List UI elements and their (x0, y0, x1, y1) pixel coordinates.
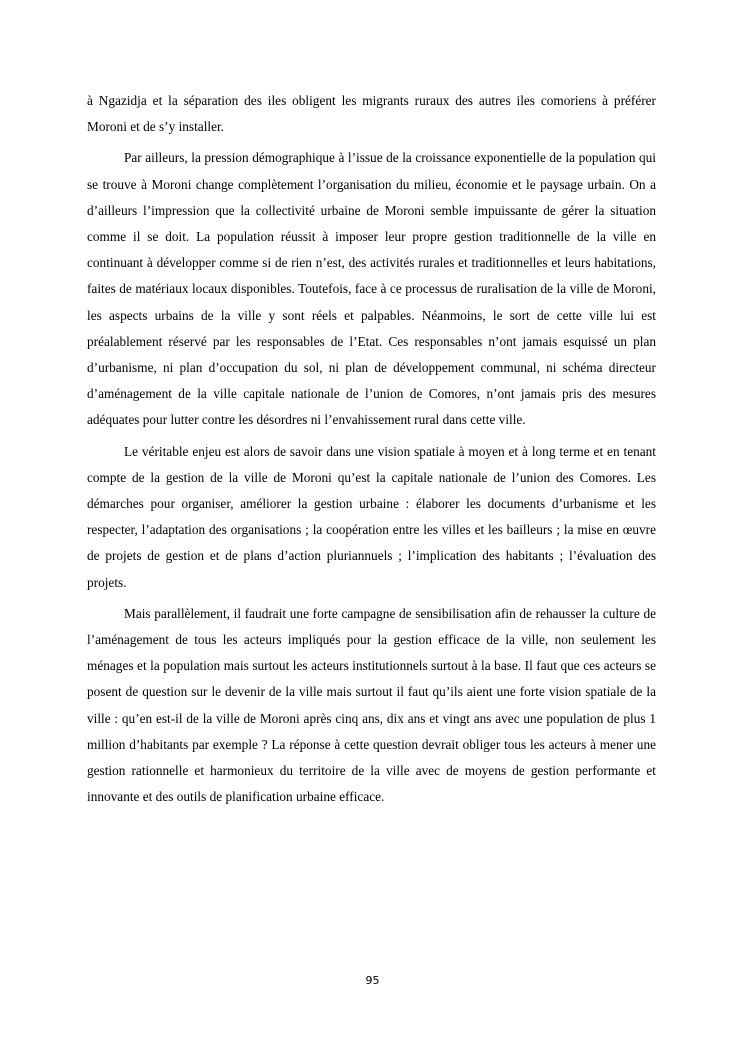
paragraph-continuation: à Ngazidja et la séparation des iles obligent les migrants ruraux des autres iles comoriens à préférer Moroni et de s’y installer. (87, 93, 656, 135)
paragraph-awareness-campaign: Mais parallèlement, il faudrait une forte campagne de sensibilisation afin de rehausser la culture de l’aménagement de tous les acteurs impliqués pour la gestion efficace de la ville, non seulement les ménages et la population mais surtout les acteurs institutionnels surtout à la base. Il faut que ces acteurs se posent de question sur le devenir de la ville mais surtout il faut qu’ils aient une forte vision spatiale de la ville : qu’en est-il de la ville de Moroni après cinq ans, dix ans et vingt ans avec une population de plus 1 million d’habitants par exemple ? La réponse à cette question devrait obliger tous les acteurs à mener une gestion rationnelle et harmonieux du territoire de la ville avec de moyens de gestion performante et innovante et des outils de planification urbaine efficace. (87, 605, 656, 805)
page-number: 95 (365, 974, 380, 987)
paragraph-real-challenge: Le véritable enjeu est alors de savoir dans une vision spatiale à moyen et à long terme et en tenant compte de la gestion de la ville de Moroni qu’est la capitale nationale de l’union des Comores. Les démarches pour organiser, améliorer la gestion urbaine : élaborer les documents d’urbanisme et les respecter, l’adaptation des organisations ; la coopération entre les villes et les bailleurs ; la mise en œuvre de projets de gestion et de plans d’action pluriannuels ; l’implication des habitants ; l’évaluation des projets. (87, 443, 656, 590)
text-body (87, 88, 656, 815)
paragraph-demographic-pressure: Par ailleurs, la pression démographique à l’issue de la croissance exponentielle de la population qui se trouve à Moroni change complètement l’organisation du milieu, économie et le paysage urbain. On a d’ailleurs l’impression que la collectivité urbaine de Moroni semble impuissante de gérer la situation comme il se doit. La population réussit à imposer leur propre gestion traditionnelle de la ville en continuant à développer comme si de rien n’est, des activités rurales et traditionnelles et leurs habitations, faites de matériaux locaux disponibles. Toutefois, face à ce processus de ruralisation de la ville de Moroni, les aspects urbains de la ville y sont réels et palpables. Néanmoins, le sort de cette ville lui est préalablement réservé par les responsables de l’Etat. Ces responsables n’ont jamais esquissé un plan d’urbanisme, ni plan d’occupation du sol, ni plan de développement communal, ni schéma directeur d’aménagement de la ville capitale nationale de l’union de Comores, n’ont jamais pris des mesures adéquates pour lutter contre les désordres ni l’envahissement rural dans cette ville. (87, 150, 656, 428)
